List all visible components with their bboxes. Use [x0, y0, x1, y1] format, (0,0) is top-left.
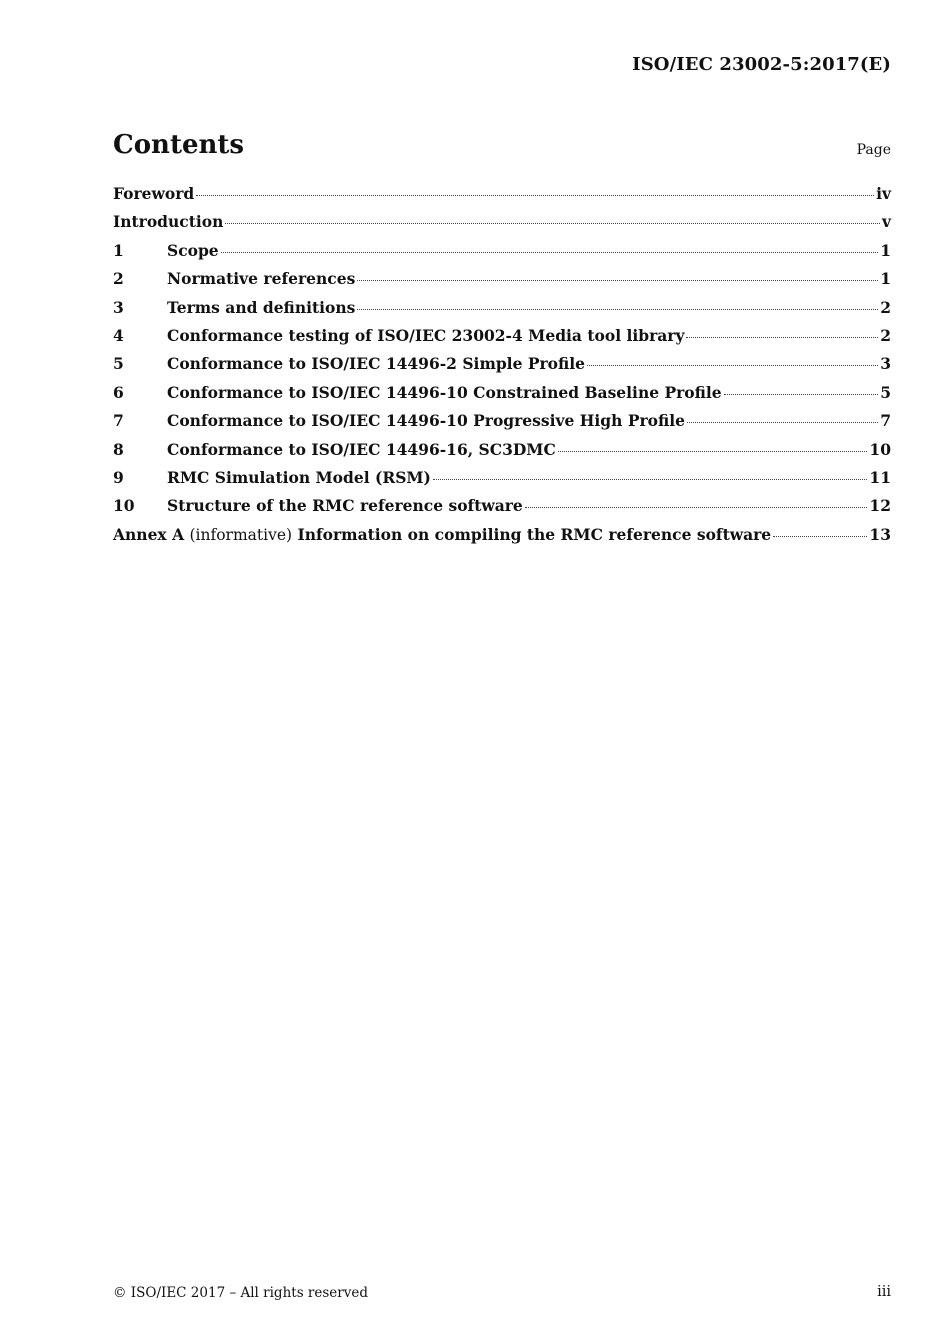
toc-entry-conformance-simple-profile[interactable]: [113, 354, 891, 382]
toc-entry-conformance-testing-media-tool-library[interactable]: [113, 326, 891, 354]
toc-entry-introduction[interactable]: [113, 212, 891, 240]
toc-entry-terms-and-definitions[interactable]: [113, 298, 891, 326]
toc-entry-conformance-constrained-baseline-profile[interactable]: [113, 383, 891, 411]
toc-entry-number: 4: [113, 325, 124, 345]
toc-title: Contents: [113, 130, 245, 160]
toc-entry-number: 3: [113, 297, 124, 317]
leader-dots: [433, 479, 868, 480]
toc-entry-text: RMC Simulation Model (RSM): [167, 467, 431, 487]
toc-entry-annex-a[interactable]: [113, 525, 891, 553]
toc-entry-number: 8: [113, 439, 124, 459]
leader-dots: [525, 507, 868, 508]
toc-entry-number: 6: [113, 382, 124, 402]
leader-dots: [357, 280, 878, 281]
toc-entry-rmc-simulation-model[interactable]: [113, 468, 891, 496]
toc-header: [113, 130, 891, 166]
toc-entry-text: Normative references: [167, 269, 356, 289]
leader-dots: [357, 309, 878, 310]
toc-entry-page: 10: [869, 439, 891, 459]
toc-list: [113, 184, 891, 553]
toc-entry-conformance-progressive-high-profile[interactable]: [113, 411, 891, 439]
toc-entry-page: 5: [880, 382, 891, 402]
toc-entry-text: Scope: [167, 240, 219, 260]
toc-entry-page: iv: [876, 184, 891, 203]
toc-entry-number: 10: [113, 496, 135, 516]
toc-entry-text: Terms and definitions: [167, 297, 356, 317]
toc-entry-scope[interactable]: [113, 241, 891, 269]
footer-page-number: iii: [877, 1284, 891, 1300]
leader-dots: [724, 394, 879, 395]
document-id: ISO/IEC 23002-5:2017(E): [632, 54, 891, 75]
toc-entry-structure-rmc-software[interactable]: [113, 496, 891, 524]
toc-entry-text: Foreword: [113, 184, 195, 203]
toc-entry-page: 3: [880, 354, 891, 374]
leader-dots: [196, 195, 874, 196]
toc-entry-page: 1: [880, 269, 891, 289]
toc-entry-page: v: [881, 212, 891, 232]
toc-entry-page: 2: [880, 297, 891, 317]
leader-dots: [773, 536, 867, 537]
toc-entry-page: 13: [869, 524, 891, 544]
leader-dots: [225, 223, 880, 224]
toc-entry-page: 11: [869, 467, 891, 487]
toc-entry-number: 9: [113, 467, 124, 487]
toc-entry-text: Conformance to ISO/IEC 14496-16, SC3DMC: [167, 439, 556, 459]
toc-entry-text: Conformance to ISO/IEC 14496-2 Simple Profile: [167, 354, 586, 374]
toc-entry-text: Introduction: [113, 212, 224, 232]
toc-entry-text: Conformance testing of ISO/IEC 23002-4 Media tool library: [167, 325, 685, 345]
annex-note: (informative): [189, 525, 293, 544]
toc-entry-conformance-sc3dmc[interactable]: [113, 440, 891, 468]
toc-entry-number: 7: [113, 411, 124, 431]
toc-entry-number: 5: [113, 354, 124, 374]
toc-entry-text: [113, 525, 771, 544]
toc-entry-text: Structure of the RMC reference software: [167, 496, 523, 516]
annex-title: Information on compiling the RMC reference software: [297, 524, 772, 544]
leader-dots: [686, 337, 878, 338]
leader-dots: [558, 451, 868, 452]
toc-entry-page: 2: [880, 325, 891, 345]
leader-dots: [587, 365, 878, 366]
toc-entry-page: 1: [880, 240, 891, 260]
toc-entry-normative-references[interactable]: [113, 269, 891, 297]
toc-entry-page: 12: [869, 496, 891, 516]
toc-entry-number: 2: [113, 269, 124, 289]
footer-copyright: © ISO/IEC 2017 – All rights reserved: [113, 1285, 368, 1301]
toc-entry-page: 7: [880, 411, 891, 431]
leader-dots: [687, 422, 878, 423]
toc-entry-text: Conformance to ISO/IEC 14496-10 Constrained Baseline Profile: [167, 382, 722, 402]
leader-dots: [221, 252, 879, 253]
toc-entry-foreword[interactable]: [113, 184, 891, 212]
toc-page-column-label: Page: [856, 142, 891, 158]
toc-entry-text: Conformance to ISO/IEC 14496-10 Progressive High Profile: [167, 411, 685, 431]
toc-entry-number: 1: [113, 240, 124, 260]
annex-prefix: Annex A: [113, 524, 185, 544]
